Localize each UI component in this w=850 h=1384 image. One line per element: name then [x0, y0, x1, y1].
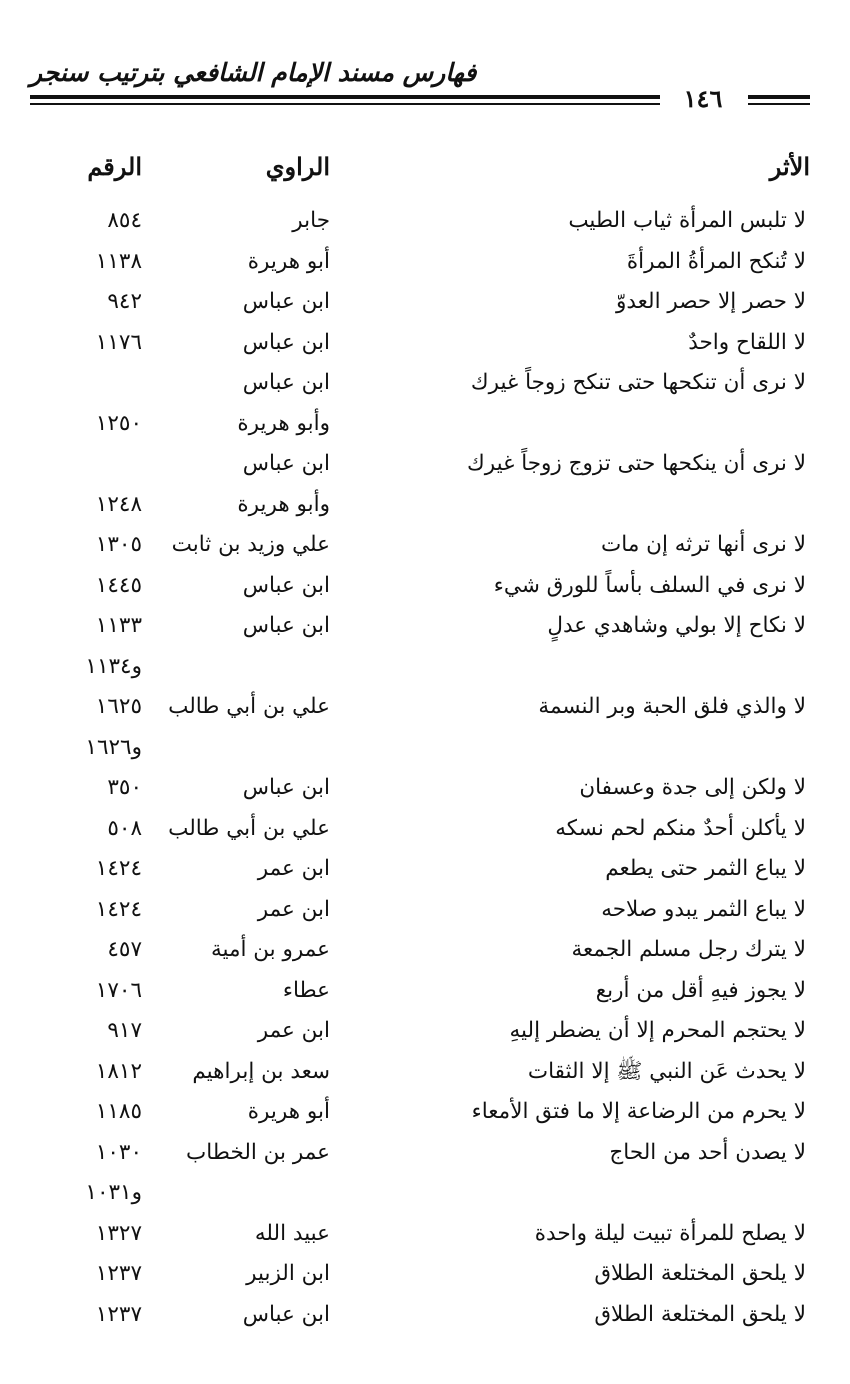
narrator-cell: عطاء	[282, 977, 330, 1003]
number-cell: ١١٨٥	[95, 1099, 142, 1124]
number-cell: ١٢٥٠	[95, 410, 142, 436]
athar-cell: لا والذي فلق الحبة وبر النسمة	[538, 694, 806, 719]
athar-cell: لا اللقاح واحدٌ	[688, 329, 806, 355]
number-cell: ١٢٤٨	[95, 491, 142, 517]
number-cell: ١٣٠٥	[95, 532, 142, 557]
index-table	[0, 205, 850, 1339]
table-row	[0, 1015, 850, 1056]
number-cell: ٩٤٢	[107, 289, 142, 314]
athar-cell: لا نرى أنها ترثه إن مات	[601, 532, 806, 557]
athar-cell: لا يترك رجل مسلم الجمعة	[571, 937, 806, 962]
athar-cell: لا يجوز فيهِ أقل من أربع	[595, 977, 806, 1003]
number-cell: ١٦٢٥	[95, 694, 142, 719]
table-row	[0, 934, 850, 975]
running-title: فهارس مسند الإمام الشافعي بترتيب سنجر	[30, 58, 477, 87]
table-row	[0, 489, 850, 530]
table-row	[0, 1056, 850, 1097]
narrator-cell: ابن عباس	[242, 289, 330, 314]
narrator-cell: أبو هريرة	[247, 248, 330, 274]
number-cell: ٣٥٠	[107, 775, 142, 800]
athar-cell: لا نرى أن ينكحها حتى تزوج زوجاً غيرك	[467, 451, 806, 476]
narrator-cell: ابن عباس	[242, 572, 330, 598]
narrator-cell: ابن عباس	[242, 1301, 330, 1327]
table-row	[0, 408, 850, 449]
athar-cell: لا يصدن أحد من الحاج	[609, 1139, 806, 1165]
number-cell: ١٧٠٦	[95, 977, 142, 1003]
narrator-cell: ابن عباس	[242, 329, 330, 355]
athar-cell: لا يباع الثمر يبدو صلاحه	[601, 896, 806, 922]
narrator-cell: علي وزيد بن ثابت	[171, 532, 330, 557]
narrator-cell: جابر	[292, 208, 330, 233]
narrator-cell: ابن عباس	[242, 451, 330, 476]
table-row	[0, 570, 850, 611]
number-cell: ١٤٤٥	[95, 572, 142, 598]
athar-cell: لا نرى أن تنكحها حتى تنكح زوجاً غيرك	[470, 370, 806, 395]
athar-cell: لا نكاح إلا بولي وشاهدي عدلٍ	[547, 613, 806, 638]
narrator-cell: وأبو هريرة	[237, 491, 330, 517]
narrator-cell: ابن عمر	[257, 1018, 330, 1043]
table-row	[0, 286, 850, 327]
athar-cell: لا تلبس المرأة ثياب الطيب	[568, 208, 806, 233]
athar-cell: لا يحدث عَن النبي ﷺ إلا الثقات	[527, 1058, 806, 1084]
table-row	[0, 610, 850, 651]
table-row	[0, 1299, 850, 1340]
number-cell: ٨٥٤	[107, 208, 142, 233]
narrator-cell: ابن عباس	[242, 613, 330, 638]
number-cell: ١١٧٦	[95, 329, 142, 355]
narrator-cell: عبيد الله	[254, 1220, 330, 1246]
athar-cell: لا نرى في السلف بأساً للورق شيء	[493, 572, 806, 598]
table-row	[0, 367, 850, 408]
athar-cell: لا يلحق المختلعة الطلاق	[594, 1301, 806, 1327]
narrator-cell: ابن عباس	[242, 775, 330, 800]
table-row	[0, 448, 850, 489]
number-cell: ١١٣٣	[95, 613, 142, 638]
number-cell: ١٤٢٤	[95, 896, 142, 922]
athar-cell: لا يأكلن أحدٌ منكم لحم نسكه	[555, 815, 806, 841]
narrator-cell: ابن عمر	[257, 856, 330, 881]
narrator-cell: عمر بن الخطاب	[186, 1139, 330, 1165]
athar-cell: لا يباع الثمر حتى يطعم	[605, 856, 806, 881]
table-row	[0, 732, 850, 773]
table-row	[0, 246, 850, 287]
narrator-cell: علي بن أبي طالب	[168, 815, 330, 841]
page-number: ١٤٦	[683, 84, 723, 113]
narrator-cell: وأبو هريرة	[237, 410, 330, 436]
table-row	[0, 1258, 850, 1299]
athar-cell: لا تُنكح المرأةُ المرأةَ	[626, 248, 806, 274]
table-row	[0, 813, 850, 854]
table-row	[0, 1177, 850, 1218]
athar-cell: لا ولكن إلى جدة وعسفان	[579, 775, 806, 800]
number-cell: ١٨١٢	[95, 1058, 142, 1084]
number-cell: و١٠٣١	[85, 1180, 142, 1205]
table-row	[0, 651, 850, 692]
narrator-cell: عمرو بن أمية	[210, 937, 330, 962]
number-cell: ١٢٣٧	[95, 1301, 142, 1327]
number-cell: ٥٠٨	[107, 815, 142, 841]
column-header-athar: الأثر	[769, 152, 810, 181]
number-cell: ١٣٢٧	[95, 1220, 142, 1246]
number-cell: و١٦٢٦	[85, 734, 142, 760]
table-row	[0, 327, 850, 368]
table-row	[0, 1096, 850, 1137]
number-cell: ٤٥٧	[107, 937, 142, 962]
header-rule	[30, 95, 660, 105]
table-row	[0, 691, 850, 732]
header-rule-short	[748, 95, 810, 105]
athar-cell: لا يحرم من الرضاعة إلا ما فتق الأمعاء	[471, 1099, 806, 1124]
narrator-cell: ابن عباس	[242, 370, 330, 395]
number-cell: ٩١٧	[107, 1018, 142, 1043]
athar-cell: لا يلحق المختلعة الطلاق	[594, 1261, 806, 1286]
table-row	[0, 975, 850, 1016]
number-cell: ١٤٢٤	[95, 856, 142, 881]
narrator-cell: أبو هريرة	[247, 1099, 330, 1124]
number-cell: و١١٣٤	[85, 653, 142, 679]
column-header-rawi: الراوي	[265, 152, 330, 181]
athar-cell: لا يصلح للمرأة تبيت ليلة واحدة	[534, 1220, 806, 1246]
narrator-cell: ابن الزبير	[246, 1261, 330, 1286]
table-row	[0, 1218, 850, 1259]
table-row	[0, 853, 850, 894]
table-row	[0, 1137, 850, 1178]
number-cell: ١٠٣٠	[95, 1139, 142, 1165]
number-cell: ١١٣٨	[95, 248, 142, 274]
narrator-cell: علي بن أبي طالب	[168, 694, 330, 719]
table-row	[0, 529, 850, 570]
column-header-raqm: الرقم	[87, 152, 142, 181]
athar-cell: لا حصر إلا حصر العدوّ	[616, 289, 806, 314]
athar-cell: لا يحتجم المحرم إلا أن يضطر إليهِ	[509, 1018, 806, 1043]
table-row	[0, 894, 850, 935]
table-row	[0, 772, 850, 813]
number-cell: ١٢٣٧	[95, 1261, 142, 1286]
narrator-cell: ابن عمر	[257, 896, 330, 922]
narrator-cell: سعد بن إبراهيم	[192, 1058, 330, 1084]
table-row	[0, 205, 850, 246]
